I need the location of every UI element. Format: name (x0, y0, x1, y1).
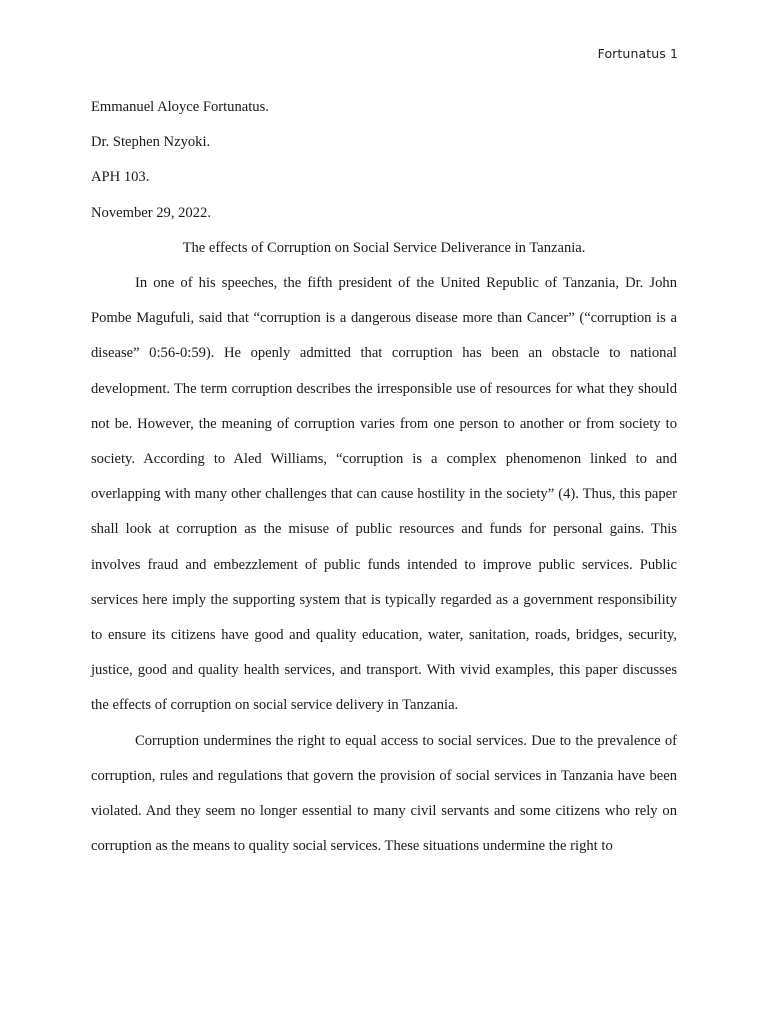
running-head: Fortunatus 1 (597, 46, 678, 61)
author-name: Emmanuel Aloyce Fortunatus. (91, 99, 269, 115)
body-paragraph-2: Corruption undermines the right to equal access to social services. Due to the prevalence of corruption, rules and regulations that govern the provision of social services in Tanzania have been violated. And they seem no longer essential to many civil servants and some citizens who rely on corruption as the means to quality social services. These situations undermine the right to (91, 732, 677, 855)
essay-date: November 29, 2022. (91, 204, 211, 221)
body-paragraph-1: In one of his speeches, the fifth president of the United Republic of Tanzania, Dr. John Pombe Magufuli, said that “corruption is a dangerous disease more than Cancer” (“corruption is a disease” 0:56-0:59). He openly admitted that corruption has been an obstacle to national development. The term corruption describes the irresponsible use of resources for what they should not be. However, the meaning of corruption varies from one person to another or from society to society. According to Aled Williams, “corruption is a complex phenomenon linked to and overlapping with many other challenges that can cause hostility in the society” (4). Thus, this paper shall look at corruption as the misuse of public resources and funds for personal gains. This involves fraud and embezzlement of public funds intended to improve public services. Public services here imply the supporting system that is typically regarded as a government responsibility to ensure its citizens have good and quality education, water, sanitation, roads, bridges, security, justice, good and quality health services, and transport. With vivid examples, this paper discusses the effects of corruption on social service delivery in Tanzania. (91, 275, 677, 714)
instructor-name: Dr. Stephen Nzyoki. (91, 134, 211, 151)
essay-title: The effects of Corruption on Social Service Deliverance in Tanzania. (182, 239, 586, 256)
essay-body (91, 90, 677, 864)
course-code: APH 103. (91, 169, 150, 186)
